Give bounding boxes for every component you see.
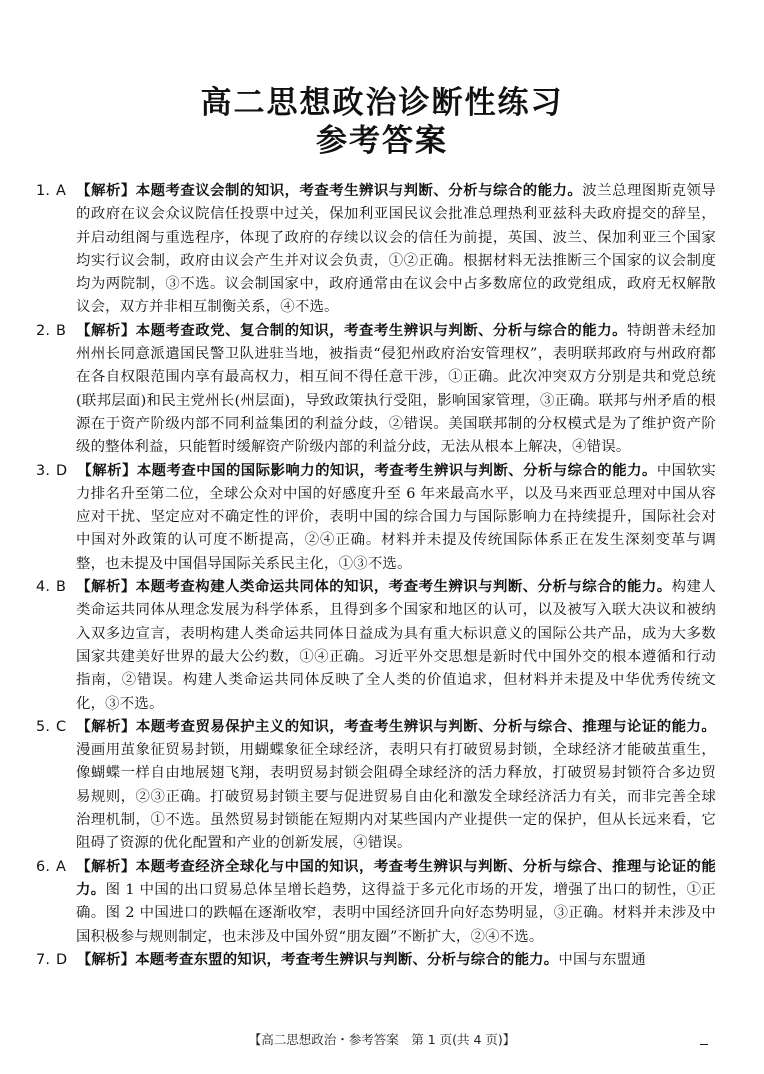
analysis-tag: 【解析】 (76, 322, 136, 339)
answer-choice: A (56, 183, 67, 199)
answer-item: 3. D 【解析】本题考查中国的国际影响力的知识，考查考生辨识与判断、分析与综合的能力。中国软实力排名升至第二位，全球公众对中国的好感度升至 6 年来最高水平，以及马来西亚总理对中国从容应对干扰、坚定应对不确定性的评价，表明中国的综合国力与国际影响力在持续提升，国际社会对中国对外政策的认可度不断提高，②④正确。材料并未提及传统国际体系正在发生深刻变革与调整，也未提及中国倡导国际关系民主化，①③不选。 (36, 462, 716, 572)
page-footer: 【高二思想政治・参考答案 第 1 页(共 4 页)】 (248, 1032, 516, 1047)
answer-list (36, 180, 716, 972)
answer-lead: 本题考查中国的国际影响力的知识，考查考生辨识与判断、分析与综合的能力。 (136, 462, 657, 479)
answer-choice: B (56, 322, 67, 339)
answer-choice: D (56, 951, 68, 968)
answer-lead: 本题考查贸易保护主义的知识，考查考生辨识与判断、分析与综合、推理与论证的能力。 (135, 718, 716, 735)
answer-body: 中国与东盟通 (558, 951, 646, 968)
answer-item: 4. B 【解析】本题考查构建人类命运共同体的知识，考查考生辨识与判断、分析与综合的能力。构建人类命运共同体从理念发展为科学体系，且得到多个国家和地区的认可，以及被写入联大决议和被纳入双多边宣言，表明构建人类命运共同体日益成为具有重大标识意义的国际公共产品，成为大多数国家共建美好世界的最大公约数，①④正确。习近平外交思想是新时代中国外交的根本遵循和行动指南，②错误。构建人类命运共同体反映了全人类的价值追求，但材料并未提及中华优秀传统文化，③不选。 (36, 579, 716, 712)
answer-body: 特朗普未经加州州长同意派遣国民警卫队进驻当地，被指责“侵犯州政府治安管理权”，表明联邦政府与州政府都在各自权限范围内享有最高权力，相互间不得任意干涉，①正确。此次冲突双方分别是共和党总统(联邦层面)和民主党州长(州层面)，导致政策执行受阻，影响国家管理，③正确。联邦与州矛盾的根源在于资产阶级内部不同利益集团的利益分歧，②错误。美国联邦制的分权模式是为了维护资产阶级的整体利益，只能暂时缓解资产阶级内部的利益分歧，无法从根本上解决，④错误。 (76, 322, 716, 456)
answer-item: 2. B 【解析】本题考查政党、复合制的知识，考查考生辨识与判断、分析与综合的能力。特朗普未经加州州长同意派遣国民警卫队进驻当地，被指责“侵犯州政府治安管理权”，表明联邦政府与州政府都在各自权限范围内享有最高权力，相互间不得任意干涉，①正确。此次冲突双方分别是共和党总统(联邦层面)和民主党州长(州层面)，导致政策执行受阻，影响国家管理，③正确。联邦与州矛盾的根源在于资产阶级内部不同利益集团的利益分歧，②错误。美国联邦制的分权模式是为了维护资产阶级的整体利益，只能暂时缓解资产阶级内部的利益分歧，无法从根本上解决，④错误。 (36, 322, 716, 456)
document-title: 高二思想政治诊断性练习 (200, 85, 564, 121)
answer-item: 7. D 【解析】本题考查东盟的知识，考查考生辨识与判断、分析与综合的能力。中国与东盟通 (36, 951, 646, 968)
answer-lead: 本题考查构建人类命运共同体的知识，考查考生辨识与判断、分析与综合的能力。 (135, 579, 672, 596)
analysis-tag: 【解析】 (76, 951, 136, 968)
answer-lead: 本题考查议会制的知识，考查考生辨识与判断、分析与综合的能力。 (135, 183, 583, 199)
answer-lead: 本题考查政党、复合制的知识，考查考生辨识与判断、分析与综合的能力。 (135, 322, 627, 339)
answer-choice: C (56, 718, 67, 735)
answer-lead: 本题考查东盟的知识，考查考生辨识与判断、分析与综合的能力。 (135, 951, 559, 968)
analysis-tag: 【解析】 (76, 183, 136, 199)
analysis-tag: 【解析】 (76, 579, 136, 596)
answer-body: 波兰总理图斯克领导的政府在议会众议院信任投票中过关，保加利亚国民议会批准总理热利亚兹科夫政府提交的辞呈，并启动组阁与重选程序，体现了政府的存续以议会的信任为前提，英国、波兰、保加利亚三个国家均实行议会制，政府由议会产生并对议会负责，①②正确。根据材料无法推断三个国家的议会制度均为两院制，③不选。议会制国家中，政府通常由在议会中占多数席位的政党组成，政府无权解散议会，双方并非相互制衡关系，④不选。 (76, 183, 716, 316)
answer-choice: D (56, 462, 68, 479)
corner-mark (700, 1044, 708, 1045)
document-subtitle: 参考答案 (316, 123, 448, 159)
answer-body: 构建人类命运共同体从理念发展为科学体系，且得到多个国家和地区的认可，以及被写入联大决议和被纳入双多边宣言，表明构建人类命运共同体日益成为具有重大标识意义的国际公共产品，成为大多数国家共建美好世界的最大公约数，①④正确。习近平外交思想是新时代中国外交的根本遵循和行动指南，②错误。构建人类命运共同体反映了全人类的价值追求，但材料并未提及中华优秀传统文化，③不选。 (76, 579, 716, 712)
answer-choice: A (56, 858, 67, 875)
analysis-tag: 【解析】 (76, 858, 136, 875)
answer-item: 5. C 【解析】本题考查贸易保护主义的知识，考查考生辨识与判断、分析与综合、推理与论证的能力。漫画用茧象征贸易封锁，用蝴蝶象征全球经济，表明只有打破贸易封锁，全球经济才能破茧重生，像蝴蝶一样自由地展翅飞翔，表明贸易封锁会阻碍全球经济的活力释放，打破贸易封锁符合多边贸易规则，②③正确。打破贸易封锁主要与促进贸易自由化和激发全球经济活力有关，而非完善全球治理机制，①不选。虽然贸易封锁能在短期内对某些国内产业提供一定的保护，但从长远来看，它阻碍了资源的优化配置和产业的创新发展，④错误。 (36, 718, 716, 852)
answer-item: 1. A 【解析】本题考查议会制的知识，考查考生辨识与判断、分析与综合的能力。波兰总理图斯克领导的政府在议会众议院信任投票中过关，保加利亚国民议会批准总理热利亚兹科夫政府提交的辞呈，并启动组阁与重选程序，体现了政府的存续以议会的信任为前提，英国、波兰、保加利亚三个国家均实行议会制，政府由议会产生并对议会负责，①②正确。根据材料无法推断三个国家的议会制度均为两院制，③不选。议会制国家中，政府通常由在议会中占多数席位的政党组成，政府无权解散议会，双方并非相互制衡关系，④不选。 (36, 183, 716, 316)
analysis-tag: 【解析】 (77, 462, 137, 479)
answer-item: 6. A 【解析】本题考查经济全球化与中国的知识，考查考生辨识与判断、分析与综合、推理与论证的能力。图 1 中国的出口贸易总体呈增长趋势，这得益于多元化市场的开发，增强了出口的韧性，①正确。图 2 中国进口的跌幅在逐渐收窄，表明中国经济回升向好态势明显，③正确。材料并未涉及中国积极参与规则制定，也未涉及中国外贸“朋友圈”不断扩大，②④不选。 (36, 858, 716, 945)
answer-body: 漫画用茧象征贸易封锁，用蝴蝶象征全球经济，表明只有打破贸易封锁，全球经济才能破茧重生，像蝴蝶一样自由地展翅飞翔，表明贸易封锁会阻碍全球经济的活力释放，打破贸易封锁符合多边贸易规则，②③正确。打破贸易封锁主要与促进贸易自由化和激发全球经济活力有关，而非完善全球治理机制，①不选。虽然贸易封锁能在短期内对某些国内产业提供一定的保护，但从长远来看，它阻碍了资源的优化配置和产业的创新发展，④错误。 (76, 742, 716, 852)
answer-body: 中国软实力排名升至第二位，全球公众对中国的好感度升至 6 年来最高水平，以及马来西亚总理对中国从容应对干扰、坚定应对不确定性的评价，表明中国的综合国力与国际影响力在持续提升，国际社会对中国对外政策的认可度不断提高，②④正确。材料并未提及传统国际体系正在发生深刻变革与调整，也未提及中国倡导国际关系民主化，①③不选。 (76, 462, 716, 572)
analysis-tag: 【解析】 (76, 718, 136, 735)
answer-choice: B (56, 579, 67, 596)
answer-lead: 本题考查经济全球化与中国的知识，考查考生辨识与判断、分析与综合、推理与论证的能力。 (76, 858, 716, 898)
answer-body: 图 1 中国的出口贸易总体呈增长趋势，这得益于多元化市场的开发，增强了出口的韧性，①正确。图 2 中国进口的跌幅在逐渐收窄，表明中国经济回升向好态势明显，③正确。材料并未涉及中国积极参与规则制定，也未涉及中国外贸“朋友圈”不断扩大，②④不选。 (76, 881, 716, 945)
